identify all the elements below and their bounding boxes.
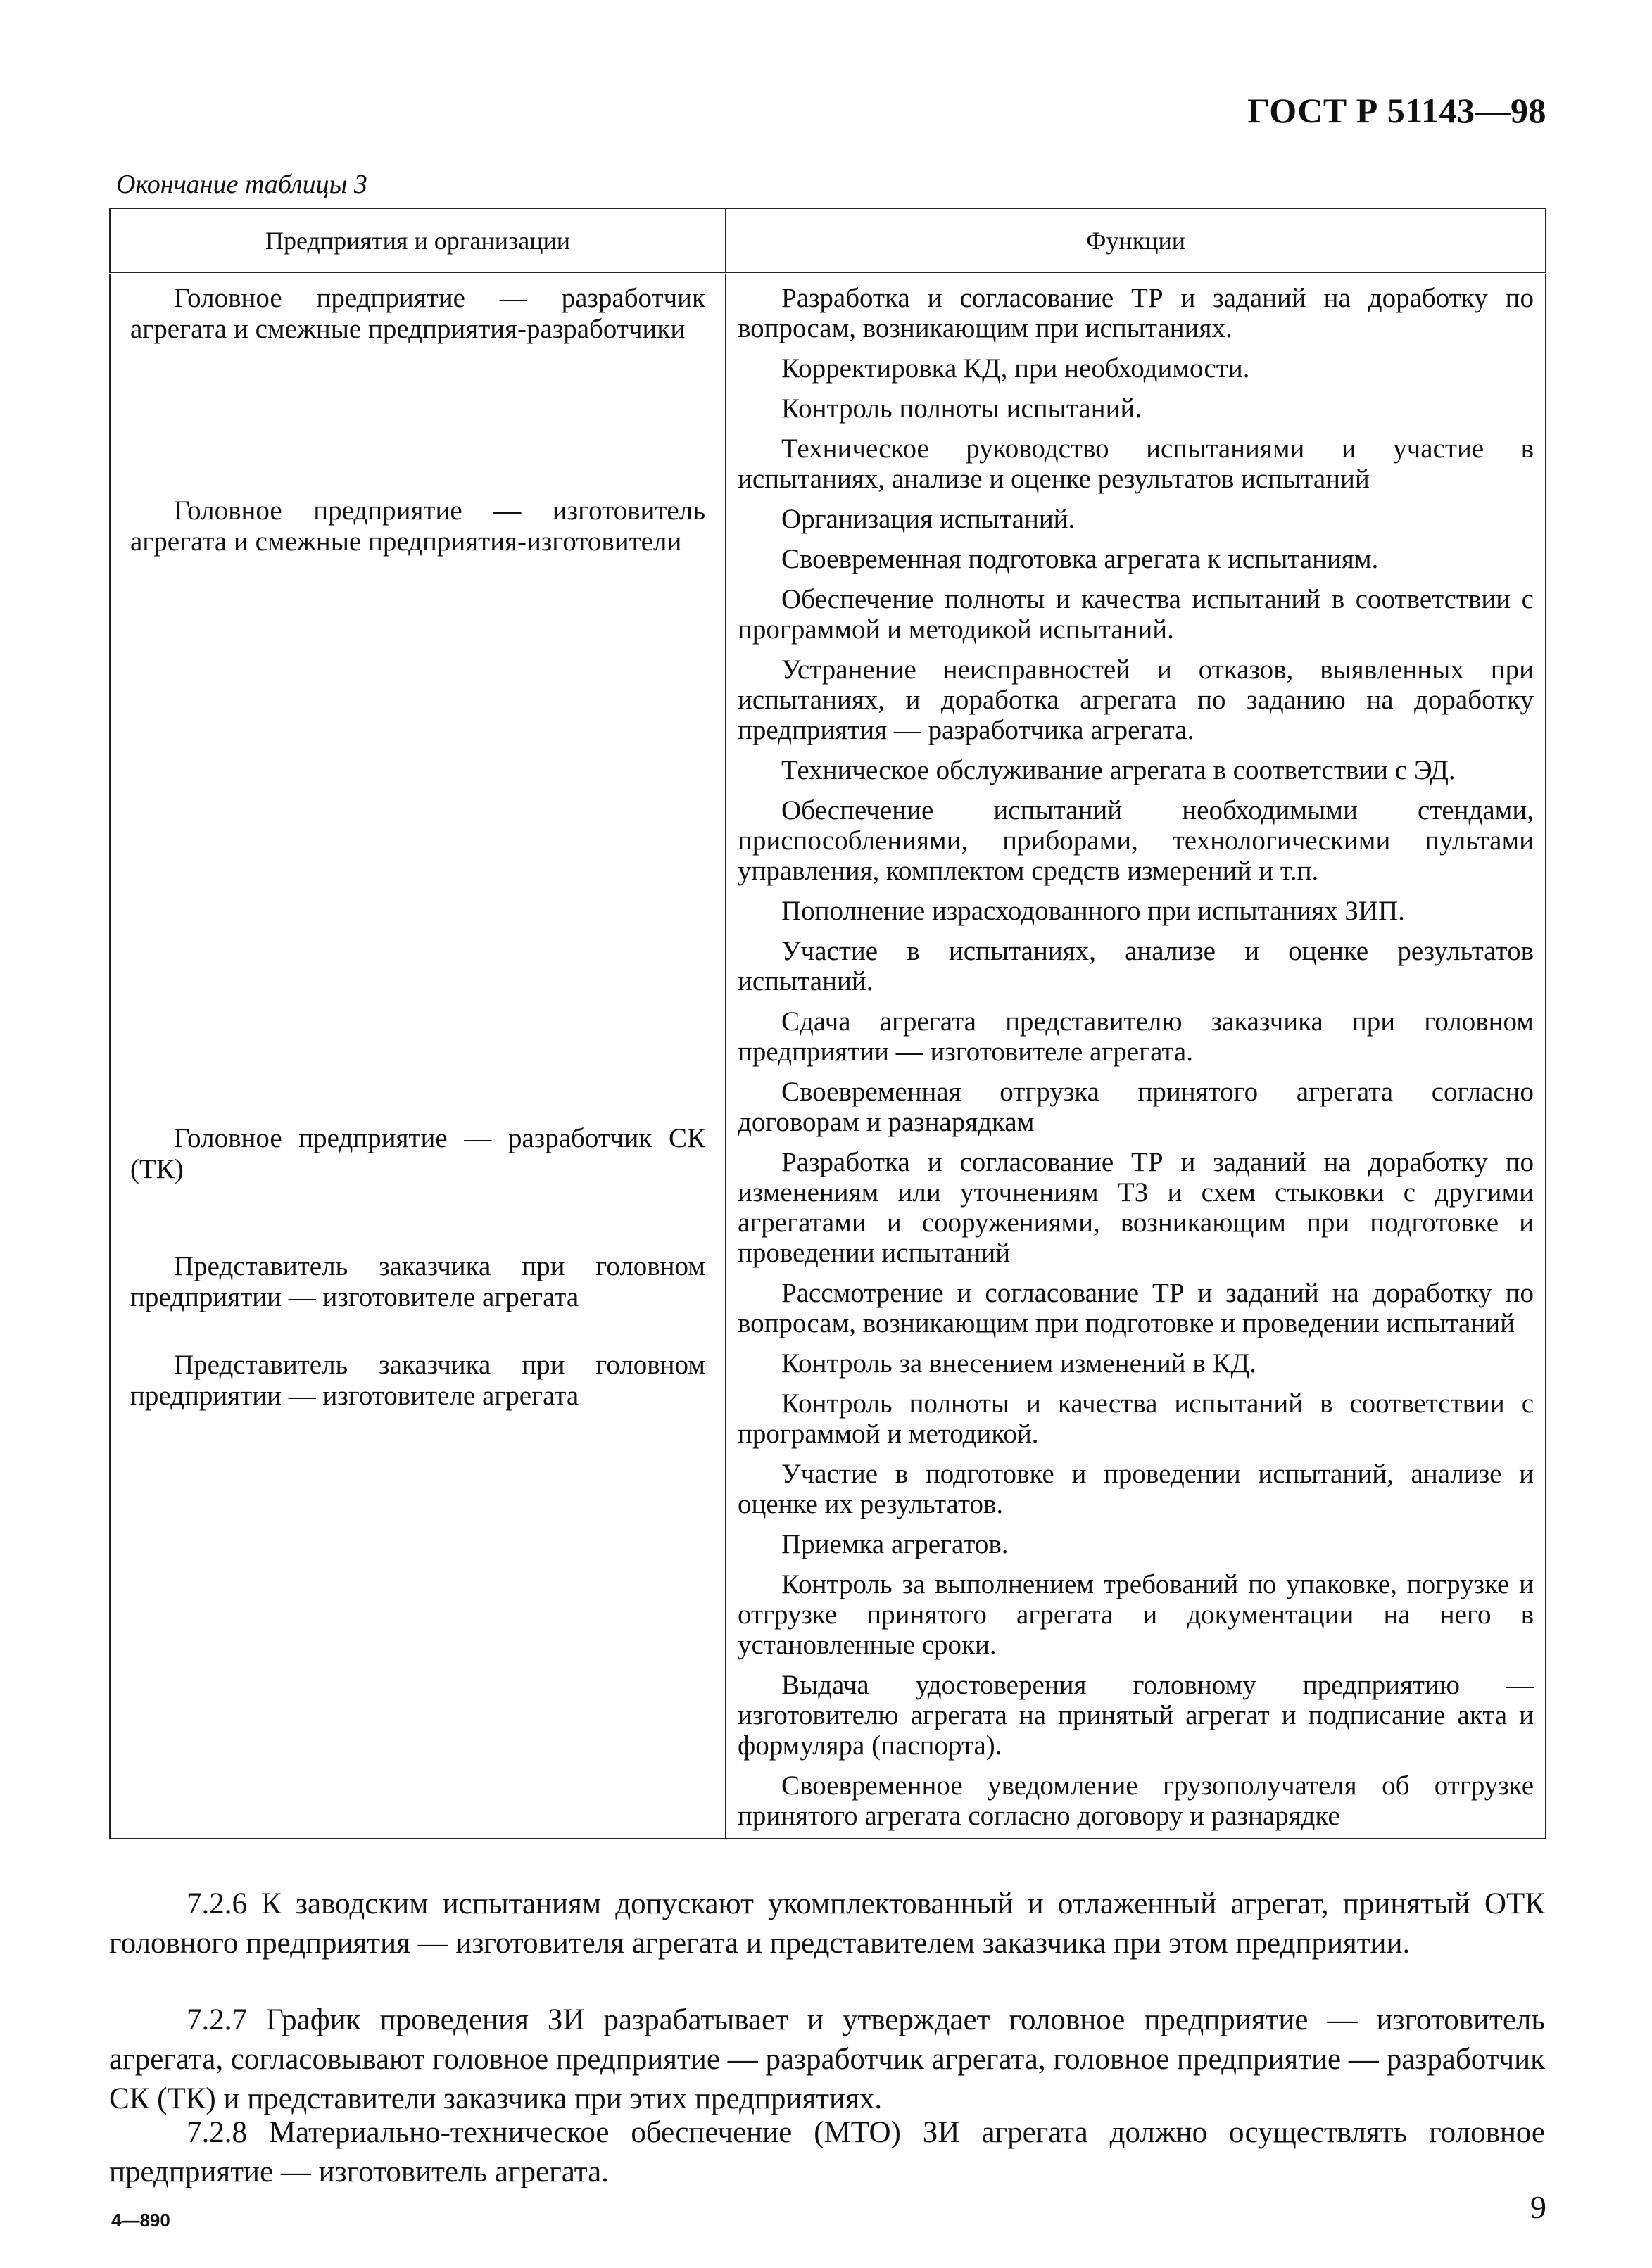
organizations-cell <box>110 274 726 1839</box>
function-item: Организация испытаний. <box>781 504 1076 534</box>
function-item: Обеспечение полноты и качества испытаний в соответствии с программой и методикой испытаний. <box>738 584 1534 645</box>
table-caption: Окончание таблицы 3 <box>116 170 367 199</box>
function-item: Своевременная отгрузка принятого агрегата согласно договорам и разнарядкам <box>738 1077 1534 1137</box>
functions-cell <box>726 274 1546 1839</box>
function-item: Корректировка КД, при необходимости. <box>781 353 1250 384</box>
function-item: Обеспечение испытаний необходимыми стендами, приспособлениями, приборами, технологическими пультами управления, комплектом средств измерений и т.п. <box>738 795 1534 886</box>
column-header-functions: Функции <box>726 208 1546 274</box>
function-item: Разработка и согласование ТР и заданий на доработку по изменениям или уточнениям ТЗ и схем стыковки с другими агрегатами и сооружениями, возникающим при подготовке и проведении испытаний <box>738 1147 1534 1268</box>
function-item: Своевременная подготовка агрегата к испытаниям. <box>781 544 1379 574</box>
page-number: 9 <box>1530 2189 1546 2225</box>
function-item: Выдача удостоверения головному предприятию — изготовителю агрегата на принятый агрегат и подписание акта и формуляра (паспорта). <box>738 1670 1534 1761</box>
function-item: Своевременное уведомление грузополучателя об отгрузке принятого агрегата согласно договору и разнарядке <box>738 1770 1534 1831</box>
function-item: Пополнение израсходованного при испытаниях ЗИП. <box>781 896 1405 926</box>
paragraph-7-2-6: 7.2.6 К заводским испытаниям допускают укомплектованный и отлаженный агрегат, принятый ОТК головного предприятия — изготовителя агрегата и представителем заказчика при этом предприятии. <box>109 1887 1545 1960</box>
function-item: Приемка агрегатов. <box>781 1529 1009 1559</box>
function-item: Контроль за внесением изменений в КД. <box>781 1348 1256 1379</box>
function-item: Участие в подготовке и проведении испытаний, анализе и оценке их результатов. <box>738 1459 1534 1519</box>
org-entry-customer-rep-1: Представитель заказчика при головном предприятии — изготовителе агрегата <box>130 1251 705 1312</box>
paragraph-7-2-8: 7.2.8 Материально-техническое обеспечение (МТО) ЗИ агрегата должно осуществлять головное предприятие — изготовитель агрегата. <box>109 2116 1545 2188</box>
document-code: ГОСТ Р 51143—98 <box>1247 91 1546 130</box>
print-code: 4—890 <box>111 2210 170 2231</box>
function-item: Контроль полноты испытаний. <box>781 393 1142 424</box>
functions-table <box>109 208 1546 1839</box>
org-entry-sk-developer: Головное предприятие — разработчик СК (ТК) <box>130 1123 705 1184</box>
paragraph-7-2-7: 7.2.7 График проведения ЗИ разрабатывает и утверждает головное предприятие — изготовитель агрегата, согласовывают головное предприятие — разработчик агрегата, головное предприятие — разработчик СК (ТК) и представители заказчика при этих предприятиях. <box>109 2003 1545 2115</box>
function-item: Техническое руководство испытаниями и участие в испытаниях, анализе и оценке результатов испытаний <box>738 433 1534 494</box>
function-item: Сдача агрегата представителю заказчика при головном предприятии — изготовителе агрегата. <box>738 1006 1534 1067</box>
function-item: Разработка и согласование ТР и заданий на доработку по вопросам, возникающим при испытаниях. <box>738 283 1534 343</box>
function-item: Устранение неисправностей и отказов, выявленных при испытаниях, и доработка агрегата по заданию на доработку предприятия — разработчика агрегата. <box>738 654 1534 745</box>
org-entry-customer-rep-2: Представитель заказчика при головном предприятии — изготовителе агрегата <box>130 1350 705 1411</box>
column-header-organizations: Предприятия и организации <box>110 208 726 274</box>
function-item: Контроль полноты и качества испытаний в соответствии с программой и методикой. <box>738 1388 1534 1449</box>
org-entry-developer: Головное предприятие — разработчик агрегата и смежные предприятия-разработчики <box>130 283 705 344</box>
table-header-row <box>110 208 1546 274</box>
table-row <box>110 274 1546 1839</box>
org-entry-manufacturer: Головное предприятие — изготовитель агрегата и смежные предприятия-изготовители <box>130 495 705 557</box>
function-item: Техническое обслуживание агрегата в соответствии с ЭД. <box>781 755 1456 785</box>
function-item: Участие в испытаниях, анализе и оценке результатов испытаний. <box>738 936 1534 996</box>
function-item: Контроль за выполнением требований по упаковке, погрузке и отгрузке принятого агрегата и документации на него в установленные сроки. <box>738 1569 1534 1660</box>
function-item: Рассмотрение и согласование ТР и заданий на доработку по вопросам, возникающим при подготовке и проведении испытаний <box>738 1278 1534 1338</box>
